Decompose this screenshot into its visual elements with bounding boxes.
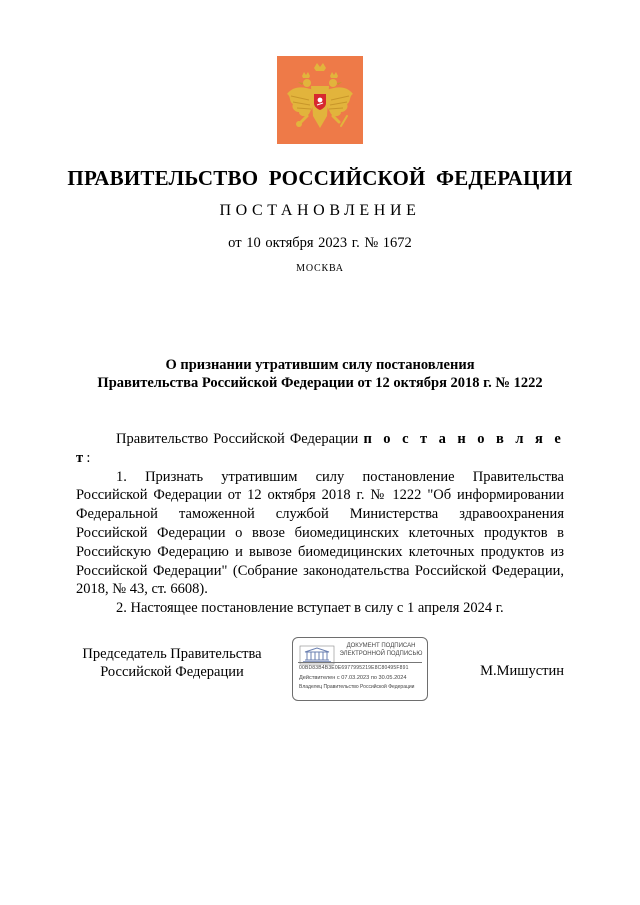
stamp-certificate-number: 00BD83B4B3E0E6977995219E8C80495F891 bbox=[299, 665, 409, 671]
intro-verb: п о с т а н о в л я е т bbox=[76, 431, 565, 466]
document-type: ПОСТАНОВЛЕНИЕ bbox=[219, 202, 421, 219]
document-body bbox=[76, 430, 564, 618]
signer-position-line-1: Председатель Правительства bbox=[82, 646, 262, 662]
body-item-2: 2. Настоящее постановление вступает в силу с 1 апреля 2024 г. bbox=[116, 600, 504, 617]
signer-position-line-2: Российской Федерации bbox=[100, 664, 244, 680]
coat-of-arms-emblem bbox=[277, 56, 363, 144]
stamp-title-line-2: ЭЛЕКТРОННОЙ ПОДПИСЬЮ bbox=[339, 650, 423, 657]
signer-name: М.Мишустин bbox=[480, 663, 564, 679]
document-city: МОСКВА bbox=[296, 263, 344, 274]
stamp-validity: Действителен с 07.03.2023 по 30.05.2024 bbox=[299, 675, 407, 681]
double-headed-eagle-icon bbox=[277, 56, 363, 144]
stamp-title bbox=[337, 643, 425, 658]
intro-suffix: : bbox=[86, 449, 91, 466]
stamp-title-line-1: ДОКУМЕНТ ПОДПИСАН bbox=[346, 643, 416, 649]
stamp-divider bbox=[298, 662, 422, 663]
government-title: ПРАВИТЕЛЬСТВО РОССИЙСКОЙ ФЕДЕРАЦИИ bbox=[67, 166, 573, 190]
subject-line-1: О признании утратившим силу постановления bbox=[165, 357, 475, 373]
body-intro bbox=[76, 430, 564, 468]
body-item-1: 1. Признать утратившим силу постановление Правительства Российской Федерации от 12 октября 2018 г. № 1222 "Об информировании Федеральной таможенной службой Министерства здравоохранения Российской Федерации о ввозе биомедицинских клеточных продуктов в Российскую Федерацию и вывозе биомедицинских клеточных продуктов из Российской Федерации" (Собрание законодательства Российской Федерации, 2018, № 43, ст. 6608). bbox=[76, 468, 564, 598]
intro-prefix: Правительство Российской Федерации bbox=[116, 431, 364, 447]
signer-position bbox=[72, 645, 272, 681]
electronic-signature-stamp bbox=[292, 637, 428, 701]
document-subject bbox=[0, 356, 640, 392]
stamp-owner: Владелец Правительство Российской Федерации bbox=[299, 684, 415, 690]
subject-line-2: Правительства Российской Федерации от 12 октября 2018 г. № 1222 bbox=[97, 375, 543, 391]
document-date-number: от 10 октября 2023 г. № 1672 bbox=[228, 235, 412, 251]
